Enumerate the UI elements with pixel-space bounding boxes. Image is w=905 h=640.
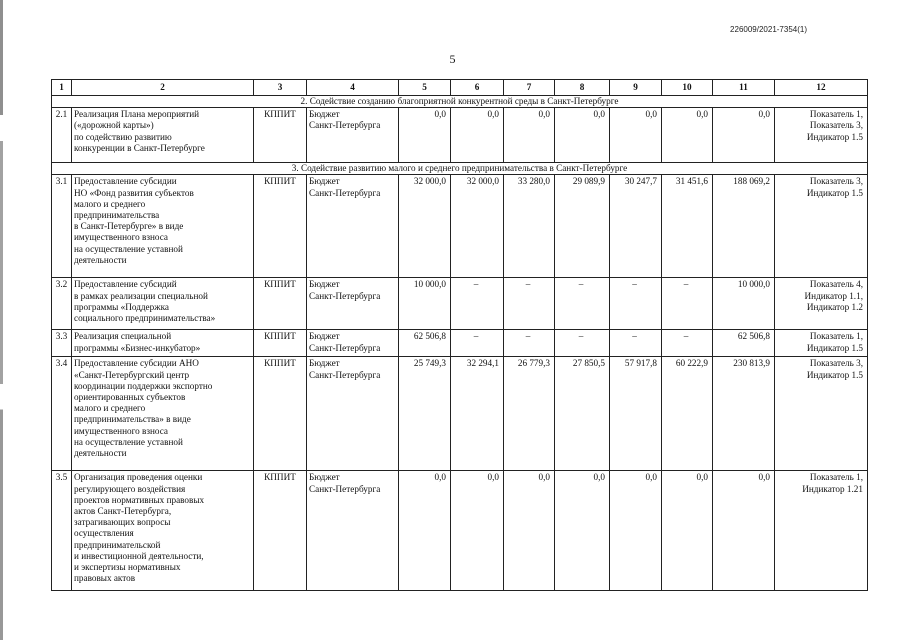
scan-edge — [0, 0, 3, 640]
program-table — [51, 79, 868, 591]
indicator-cell — [775, 357, 868, 471]
measure-name-line: и экспертизы нормативных — [74, 562, 181, 573]
indicator-line: Показатель 3, — [809, 120, 863, 131]
funding-value: – — [504, 278, 555, 330]
funding-value: – — [662, 278, 713, 330]
measure-name-line: на осуществление уставной — [74, 436, 183, 447]
funding-value: 57 917,8 — [610, 357, 662, 471]
section-row — [52, 96, 868, 108]
funding-value: 32 000,0 — [399, 175, 451, 278]
measure-name-line: Предоставление субсидии — [74, 176, 177, 187]
column-header-row — [52, 80, 868, 96]
executor-cell: КППИТ — [254, 108, 307, 163]
measure-name-line: осуществления — [74, 528, 134, 539]
measure-name-cell — [72, 357, 254, 471]
document-number: 226009/2021-7354(1) — [730, 25, 807, 34]
column-header: 3 — [254, 80, 307, 96]
funding-source-line: Бюджет — [309, 176, 340, 187]
funding-value: 0,0 — [610, 471, 662, 591]
funding-source-cell — [307, 330, 399, 357]
measure-name-line: предпринимательской — [74, 539, 161, 550]
row-number: 3.1 — [52, 175, 72, 278]
column-header: 5 — [399, 80, 451, 96]
funding-value: 0,0 — [662, 471, 713, 591]
funding-value: – — [610, 278, 662, 330]
measure-name-cell — [72, 330, 254, 357]
funding-source-line: Санкт-Петербурга — [309, 369, 381, 380]
funding-value: 0,0 — [451, 471, 504, 591]
row-number: 3.4 — [52, 357, 72, 471]
table-row — [52, 278, 868, 330]
funding-value: 30 247,7 — [610, 175, 662, 278]
measure-name-cell — [72, 278, 254, 330]
funding-source-cell — [307, 357, 399, 471]
page-number: 5 — [449, 52, 456, 66]
measure-name-line: («дорожной карты») — [74, 120, 154, 131]
indicator-line: Индикатор 1.5 — [806, 187, 863, 198]
section-title: 2. Содействие созданию благоприятной конкурентной среды в Санкт-Петербурге — [52, 96, 868, 108]
measure-name-line: малого и среднего — [74, 198, 146, 209]
funding-value: 0,0 — [713, 108, 775, 163]
indicator-line: Показатель 1, — [809, 109, 863, 120]
section-row — [52, 163, 868, 175]
funding-value: 0,0 — [504, 471, 555, 591]
indicator-line: Показатель 4, — [809, 279, 863, 290]
row-number: 2.1 — [52, 108, 72, 163]
funding-value: 0,0 — [713, 471, 775, 591]
funding-source-line: Бюджет — [309, 472, 340, 483]
column-header: 11 — [713, 80, 775, 96]
indicator-line: Индикатор 1.5 — [806, 131, 863, 142]
funding-value: – — [451, 278, 504, 330]
measure-name-cell — [72, 108, 254, 163]
funding-source-line: Санкт-Петербурга — [309, 342, 381, 353]
funding-value: 33 280,0 — [504, 175, 555, 278]
indicator-line: Индикатор 1.1, — [804, 290, 863, 301]
funding-source-line: Бюджет — [309, 358, 340, 369]
measure-name-line: на осуществление уставной — [74, 243, 183, 254]
funding-value: 27 850,5 — [555, 357, 610, 471]
indicator-line: Индикатор 1.5 — [806, 369, 863, 380]
funding-value: 0,0 — [399, 471, 451, 591]
executor-cell: КППИТ — [254, 471, 307, 591]
measure-name-line: актов Санкт-Петербурга, — [74, 506, 172, 517]
funding-value: 0,0 — [399, 108, 451, 163]
measure-name-line: Организация проведения оценки — [74, 472, 203, 483]
measure-name-line: Предоставление субсидии АНО — [74, 358, 199, 369]
funding-source-line: Бюджет — [309, 331, 340, 342]
funding-source-cell — [307, 108, 399, 163]
row-number: 3.3 — [52, 330, 72, 357]
funding-value: 10 000,0 — [713, 278, 775, 330]
indicator-line: Показатель 1, — [809, 472, 863, 483]
indicator-line: Показатель 3, — [809, 358, 863, 369]
funding-value: 188 069,2 — [713, 175, 775, 278]
indicator-line: Индикатор 1.21 — [802, 483, 863, 494]
measure-name-line: имущественного взноса — [74, 232, 168, 243]
table-row — [52, 175, 868, 278]
funding-value: – — [662, 330, 713, 357]
indicator-cell — [775, 330, 868, 357]
column-header: 8 — [555, 80, 610, 96]
indicator-cell — [775, 278, 868, 330]
measure-name-line: деятельности — [74, 254, 127, 265]
indicator-cell — [775, 175, 868, 278]
section-title: 3. Содействие развитию малого и среднего предпринимательства в Санкт-Петербурге — [52, 163, 868, 175]
column-header: 12 — [775, 80, 868, 96]
funding-value: 10 000,0 — [399, 278, 451, 330]
measure-name-cell — [72, 175, 254, 278]
indicator-cell — [775, 471, 868, 591]
funding-value: 60 222,9 — [662, 357, 713, 471]
measure-name-line: малого и среднего — [74, 403, 146, 414]
executor-cell: КППИТ — [254, 330, 307, 357]
measure-name-line: конкуренции в Санкт-Петербурге — [74, 142, 205, 153]
executor-cell: КППИТ — [254, 357, 307, 471]
funding-value: 32 000,0 — [451, 175, 504, 278]
measure-name-line: имущественного взноса — [74, 425, 168, 436]
funding-value: 0,0 — [555, 108, 610, 163]
indicator-line: Индикатор 1.2 — [806, 301, 863, 312]
column-header: 7 — [504, 80, 555, 96]
funding-source-cell — [307, 471, 399, 591]
indicator-line: Показатель 3, — [809, 176, 863, 187]
funding-value: – — [504, 330, 555, 357]
column-header: 9 — [610, 80, 662, 96]
funding-source-line: Санкт-Петербурга — [309, 483, 381, 494]
indicator-line: Индикатор 1.5 — [806, 342, 863, 353]
funding-value: 32 294,1 — [451, 357, 504, 471]
measure-name-line: Реализация специальной — [74, 331, 172, 342]
measure-name-line: и инвестиционной деятельности, — [74, 550, 204, 561]
funding-value: – — [610, 330, 662, 357]
measure-name-line: деятельности — [74, 448, 127, 459]
funding-value: 31 451,6 — [662, 175, 713, 278]
funding-source-line: Бюджет — [309, 279, 340, 290]
measure-name-line: программы «Поддержка — [74, 301, 169, 312]
table-row — [52, 330, 868, 357]
funding-value: 62 506,8 — [399, 330, 451, 357]
measure-name-line: Реализация Плана мероприятий — [74, 109, 200, 120]
funding-value: – — [555, 330, 610, 357]
executor-cell: КППИТ — [254, 278, 307, 330]
executor-cell: КППИТ — [254, 175, 307, 278]
row-number: 3.5 — [52, 471, 72, 591]
column-header: 10 — [662, 80, 713, 96]
funding-value: 0,0 — [504, 108, 555, 163]
measure-name-cell — [72, 471, 254, 591]
measure-name-line: в рамках реализации специальной — [74, 290, 208, 301]
indicator-line: Показатель 1, — [809, 331, 863, 342]
funding-value: 26 779,3 — [504, 357, 555, 471]
column-header: 1 — [52, 80, 72, 96]
measure-name-line: предпринимательства — [74, 210, 160, 221]
measure-name-line: регулирующего воздействия — [74, 483, 186, 494]
measure-name-line: ориентированных субъектов — [74, 392, 186, 403]
funding-source-line: Санкт-Петербурга — [309, 290, 381, 301]
measure-name-line: НО «Фонд развития субъектов — [74, 187, 194, 198]
measure-name-line: программы «Бизнес-инкубатор» — [74, 342, 201, 353]
column-header: 6 — [451, 80, 504, 96]
funding-value: – — [451, 330, 504, 357]
funding-value: 29 089,9 — [555, 175, 610, 278]
table-row — [52, 108, 868, 163]
funding-value: 0,0 — [451, 108, 504, 163]
funding-value: 25 749,3 — [399, 357, 451, 471]
measure-name-line: социального предпринимательства» — [74, 313, 216, 324]
measure-name-line: Предоставление субсидий — [74, 279, 177, 290]
column-header: 4 — [307, 80, 399, 96]
funding-value: 0,0 — [610, 108, 662, 163]
measure-name-line: затрагивающих вопросы — [74, 517, 171, 528]
table-row — [52, 357, 868, 471]
funding-value: – — [555, 278, 610, 330]
funding-value: 0,0 — [555, 471, 610, 591]
funding-source-line: Санкт-Петербурга — [309, 120, 381, 131]
funding-source-line: Санкт-Петербурга — [309, 187, 381, 198]
funding-value: 230 813,9 — [713, 357, 775, 471]
measure-name-line: по содействию развитию — [74, 131, 172, 142]
measure-name-line: предпринимательства» в виде — [74, 414, 191, 425]
funding-value: 62 506,8 — [713, 330, 775, 357]
measure-name-line: координации поддержки экспортно — [74, 380, 213, 391]
indicator-cell — [775, 108, 868, 163]
funding-source-line: Бюджет — [309, 109, 340, 120]
measure-name-line: правовых актов — [74, 573, 136, 584]
row-number: 3.2 — [52, 278, 72, 330]
funding-source-cell — [307, 175, 399, 278]
funding-source-cell — [307, 278, 399, 330]
measure-name-line: «Санкт-Петербургский центр — [74, 369, 190, 380]
funding-value: 0,0 — [662, 108, 713, 163]
table-row — [52, 471, 868, 591]
column-header: 2 — [72, 80, 254, 96]
measure-name-line: проектов нормативных правовых — [74, 494, 205, 505]
measure-name-line: в Санкт-Петербурге» в виде — [74, 221, 184, 232]
